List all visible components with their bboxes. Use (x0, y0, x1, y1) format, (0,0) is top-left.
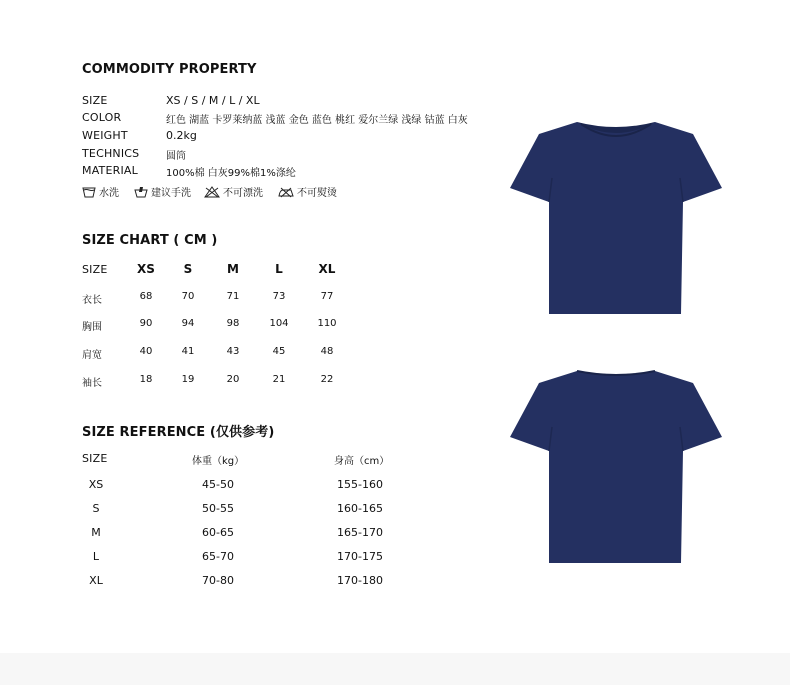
size-reference-size: XL (89, 574, 103, 587)
size-reference-size: M (91, 526, 101, 539)
care-label-no-bleach: 不可漂洗 (223, 188, 263, 199)
size-chart-header-xs: XS (137, 262, 155, 276)
property-label-color: COLOR (82, 111, 122, 124)
property-value-material: 100%棉 白灰99%棉1%涤纶 (166, 168, 296, 179)
size-chart-cell: 22 (320, 374, 334, 385)
care-label-no-iron: 不可熨烫 (297, 188, 337, 199)
property-label-weight: WEIGHT (82, 129, 128, 142)
size-reference-header-weight: 体重（kg） (192, 456, 245, 467)
property-value-weight: 0.2kg (166, 129, 197, 142)
size-reference-header-size: SIZE (82, 452, 108, 465)
size-reference-title: SIZE REFERENCE (仅供参考) (82, 425, 275, 440)
size-chart-cell: 68 (139, 291, 153, 302)
size-reference-size: S (92, 502, 100, 515)
size-chart-cell: 71 (226, 291, 240, 302)
size-reference-height: 165-170 (337, 526, 383, 539)
tshirt-back-image (505, 367, 727, 567)
size-reference-height: 170-180 (337, 574, 383, 587)
size-chart-cell: 94 (181, 318, 195, 329)
size-chart-cell: 70 (181, 291, 195, 302)
size-chart-cell: 110 (317, 318, 337, 329)
commodity-property-title: COMMODITY PROPERTY (82, 62, 257, 77)
wash-icon (82, 186, 96, 198)
size-chart-header-xl: XL (318, 262, 336, 276)
property-value-color: 红色 湖蓝 卡罗莱纳蓝 浅蓝 金色 蓝色 桃红 爱尔兰绿 浅绿 钴蓝 白灰 (166, 115, 468, 126)
size-chart-header-l: L (275, 262, 283, 276)
size-chart-cell: 98 (226, 318, 240, 329)
no-bleach-icon (204, 186, 220, 198)
size-chart-cell: 77 (320, 291, 334, 302)
size-chart-cell: 21 (272, 374, 286, 385)
property-label-size: SIZE (82, 94, 108, 107)
size-chart-cell: 20 (226, 374, 240, 385)
size-chart-cell: 18 (139, 374, 153, 385)
size-reference-height: 160-165 (337, 502, 383, 515)
size-reference-weight: 50-55 (202, 502, 234, 515)
no-iron-icon (278, 186, 294, 198)
size-chart-cell: 41 (181, 346, 195, 357)
size-chart-row-label: 肩宽 (82, 350, 102, 361)
hand-wash-icon (134, 186, 148, 198)
care-item-no-iron (278, 184, 337, 199)
care-item-no-bleach (204, 184, 263, 199)
size-chart-cell: 104 (269, 318, 289, 329)
footer-band (0, 653, 790, 685)
property-value-size: XS / S / M / L / XL (166, 94, 260, 107)
size-chart-cell: 73 (272, 291, 286, 302)
size-chart-title: SIZE CHART ( CM ) (82, 233, 218, 248)
size-chart-cell: 43 (226, 346, 240, 357)
property-value-technics: 圆筒 (166, 151, 186, 162)
size-reference-height: 155-160 (337, 478, 383, 491)
care-label-wash: 水洗 (99, 188, 119, 199)
size-chart-cell: 90 (139, 318, 153, 329)
size-chart-row-label: 袖长 (82, 378, 102, 389)
size-reference-size: XS (88, 478, 104, 491)
size-reference-size: L (92, 550, 100, 563)
size-chart-cell: 40 (139, 346, 153, 357)
size-chart-row-label: 胸围 (82, 322, 102, 333)
size-chart-header-m: M (227, 262, 239, 276)
property-label-technics: TECHNICS (82, 147, 140, 160)
care-item-wash (82, 184, 119, 199)
care-item-hand-wash (134, 184, 191, 199)
size-reference-header-height: 身高（cm） (334, 456, 390, 467)
size-chart-cell: 45 (272, 346, 286, 357)
care-label-hand-wash: 建议手洗 (151, 188, 191, 199)
property-label-material: MATERIAL (82, 164, 138, 177)
size-chart-header-size: SIZE (82, 263, 108, 276)
tshirt-front-image (505, 118, 727, 318)
size-chart-cell: 19 (181, 374, 195, 385)
size-chart-row-label: 衣长 (82, 295, 102, 306)
size-chart-header-s: S (183, 262, 193, 276)
size-chart-cell: 48 (320, 346, 334, 357)
size-reference-weight: 65-70 (202, 550, 234, 563)
size-reference-weight: 60-65 (202, 526, 234, 539)
size-reference-weight: 45-50 (202, 478, 234, 491)
size-reference-weight: 70-80 (202, 574, 234, 587)
size-reference-height: 170-175 (337, 550, 383, 563)
